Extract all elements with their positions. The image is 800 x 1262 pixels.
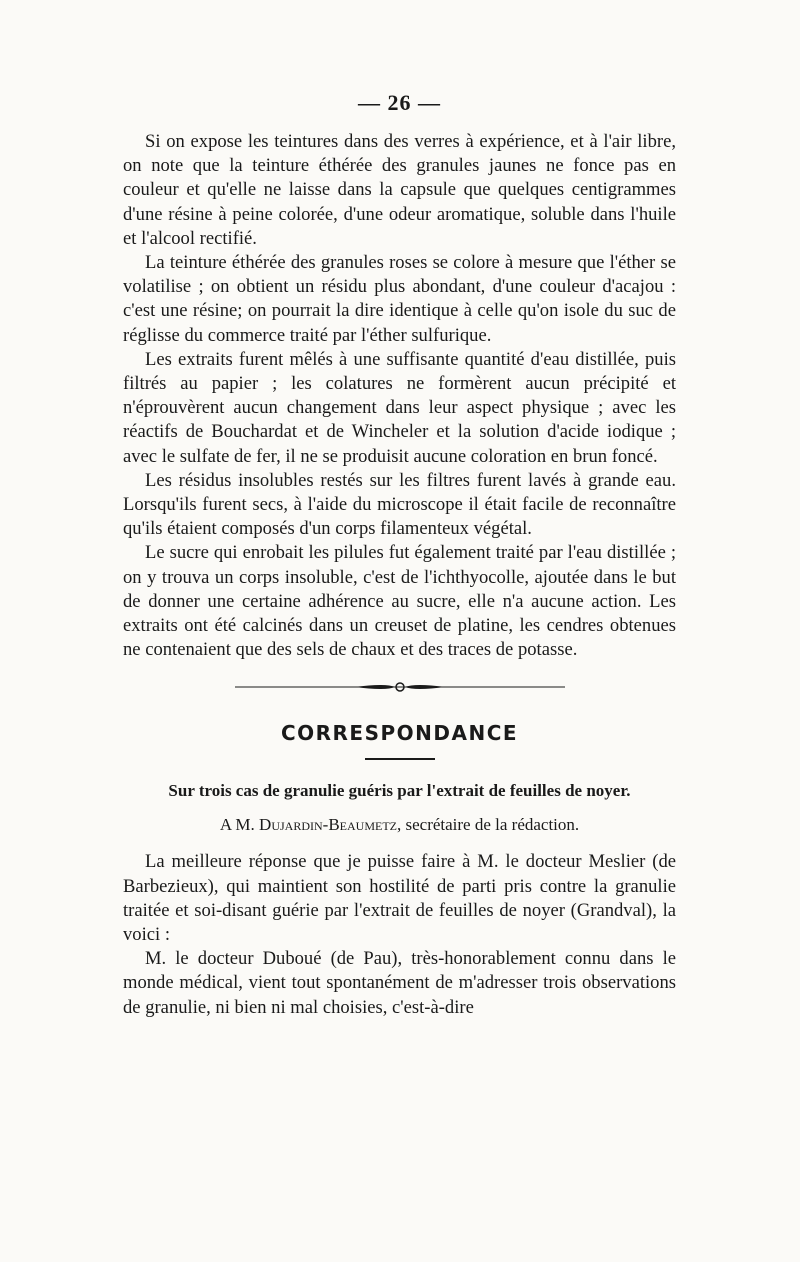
paragraph-granules-roses: La teinture éthérée des granules roses se colore à mesure que l'éther se volatilise ; on obtient un résidu plus abondant, d'une couleur d'acajou : c'est une résine; on pourrait la dire identique à celle qu'on isole du suc de réglisse du commerce traité par l'éther sulfurique. <box>123 252 676 346</box>
article-title: Sur trois cas de granulie guéris par l'extrait de feuilles de noyer. <box>168 781 631 801</box>
document-page <box>123 90 676 1020</box>
paragraph-duboue: M. le docteur Duboué (de Pau), très-honorablement connu dans le monde médical, vient tout spontanément de m'adresser trois observations de granulie, ni bien ni mal choisies, c'est-à-dire <box>123 948 676 1018</box>
paragraph-residus: Les résidus insolubles restés sur les filtres furent lavés à grande eau. Lorsqu'ils furent secs, à l'aide du microscope il était facile de reconnaître qu'ils étaient composés d'un corps filamenteux végétal. <box>123 469 676 540</box>
addressee-name: Dujardin-Beaumetz, <box>259 815 402 835</box>
ornamental-rule <box>235 680 565 694</box>
title-divider <box>365 758 435 760</box>
addressee-suffix: secrétaire de la rédaction. <box>401 815 580 835</box>
paragraph-teintures: Si on expose les teintures dans des verres à expérience, et à l'air libre, on note que la teinture éthérée des granules jaunes ne fonce pas en couleur et qu'elle ne laisse dans la capsule que quelques centigrammes d'une résine à peine colorée, d'une odeur aromatique, soluble dans l'huile et l'alcool rectifié. <box>123 131 676 249</box>
paragraph-sucre: Le sucre qui enrobait les pilules fut également traité par l'eau distillée ; on y trouva un corps insoluble, c'est de l'ichthyocolle, ajoutée dans le but de donner une certaine adhérence au sucre, elle n'a aucune action. Les extraits ont été calcinés dans un creuset de platine, les cendres obtenues ne contenaient que des sels de chaux et des traces de potasse. <box>123 542 676 661</box>
page-number: — 26 — <box>358 90 441 115</box>
paragraph-reponse: La meilleure réponse que je puisse faire à M. le docteur Meslier (de Barbezieux), qui maintient son hostilité de parti pris contre la granulie traitée et soi-disant guérie par l'extrait de feuilles de noyer (Grandval), la voici : <box>123 851 676 946</box>
addressee-line <box>123 814 676 836</box>
paragraph-extraits: Les extraits furent mêlés à une suffisante quantité d'eau distillée, puis filtrés au papier ; les colatures ne formèrent aucun précipité et n'éprouvèrent aucun changement dans leur aspect physique ; avec les réactifs de Bouchardat et de Wincheler et la solution d'acide iodique ; avec le sulfate de fer, il ne se produisit aucune coloration en brun foncé. <box>123 348 676 467</box>
section-title: CORRESPONDANCE <box>280 721 519 746</box>
addressee-prefix: A M. <box>219 815 255 835</box>
